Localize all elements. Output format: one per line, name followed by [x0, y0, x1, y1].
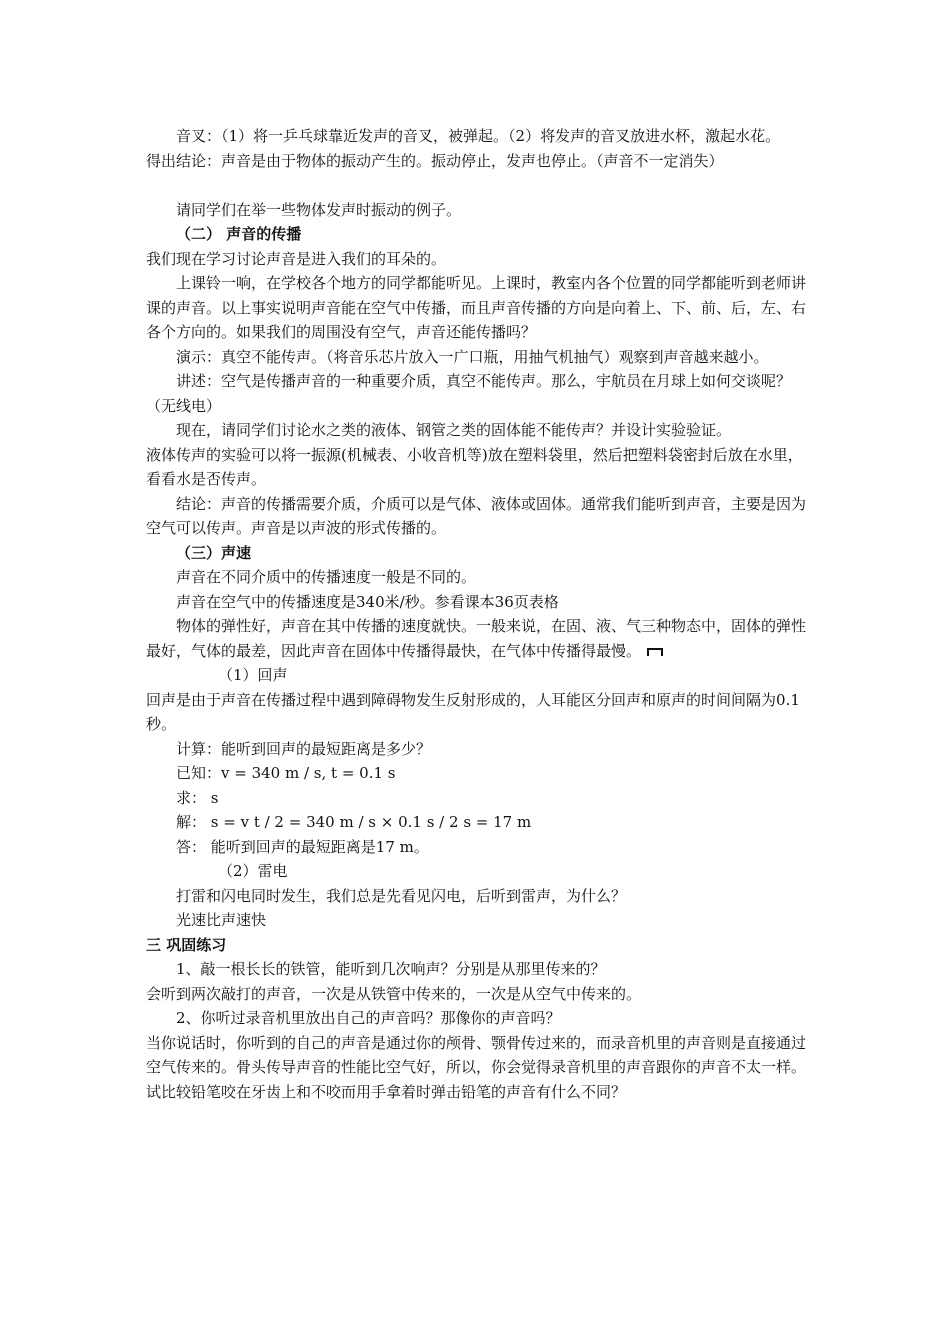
paragraph-known: 已知：v = 340 m / s, t = 0.1 s [176, 764, 396, 782]
paragraph-examples: 请同学们在举一些物体发声时振动的例子。 [176, 200, 462, 219]
paragraph-speed-air: 声音在空气中的传播速度是340米/秒。参看课本36页表格 [176, 592, 559, 611]
paragraph-q1: 1、敲一根长长的铁管，能听到几次响声？分别是从那里传来的？ [176, 960, 606, 978]
paragraph-lecture-air: 讲述：空气是传播声音的一种重要介质，真空不能传声。那么，宇航员在月球上如何交谈呢？（无线电） [146, 372, 792, 415]
paragraph-thunder-question: 打雷和闪电同时发生，我们总是先看见闪电，后听到雷声，为什么？ [176, 886, 627, 905]
paragraph-calc: 计算：能听到回声的最短距离是多少？ [176, 739, 432, 758]
heading-sound-speed: （三）声速 [176, 543, 252, 562]
subheading-thunder: （2）雷电 [218, 862, 288, 880]
paragraph-q2: 2、你听过录音机里放出自己的声音吗？那像你的声音吗？ [176, 1009, 561, 1027]
paragraph-propagation-conclusion: 结论：声音的传播需要介质，介质可以是气体、液体或固体。通常我们能听到声音，主要是因为空气可以传声。声音是以声波的形式传播的。 [146, 494, 807, 537]
paragraph-answer: 答： 能听到回声的最短距离是17 m。 [176, 837, 429, 856]
document-body [146, 124, 806, 1104]
paragraph-a2: 当你说话时，你听到的自己的声音是通过你的颅骨、颚骨传过来的，而录音机里的声音则是直接通过空气传来的。骨头传导声音的性能比空气好，所以，你会觉得录音机里的声音跟你的声音不太一样。试比较铅笔咬在牙齿上和不咬而用手拿着时弹击铅笔的声音有什么不同？ [146, 1033, 807, 1101]
paragraph-find: 求： s [176, 788, 219, 807]
heading-practice: 三 巩固练习 [146, 935, 227, 954]
paragraph-intro: 我们现在学习讨论声音是进入我们的耳朵的。 [146, 249, 447, 268]
paragraph-bell: 上课铃一响，在学校各个地方的同学都能听见。上课时，教室内各个位置的同学都能听到老师讲课的声音。以上事实说明声音能在空气中传播，而且声音传播的方向是向着上、下、前、后，左、右各个方向的。如果我们的周围没有空气，声音还能传播吗？ [146, 274, 807, 341]
paragraph-conclusion: 得出结论：声音是由于物体的振动产生的。振动停止，发声也停止。（声音不一定消失） [146, 151, 724, 170]
paragraph-tuning-fork: 音叉：（1）将一乒乓球靠近发声的音叉，被弹起。（2）将发声的音叉放进水杯，激起水花。 [176, 127, 781, 145]
paragraph-discussion: 现在，请同学们讨论水之类的液体、钢管之类的固体能不能传声？并设计实验验证。 [176, 421, 732, 439]
paragraph-liquid-experiment: 液体传声的实验可以将一振源(机械表、小收音机等)放在塑料袋里，然后把塑料袋密封后放在水里，看看水是否传声。 [146, 445, 803, 488]
bracket-mark-icon [647, 648, 663, 656]
paragraph-elasticity [146, 614, 806, 663]
subheading-echo: （1）回声 [218, 666, 288, 684]
paragraph-solve: 解： s = v t / 2 = 340 m / s × 0.1 s / 2 s = 17 m [176, 813, 532, 831]
paragraph-demo-vacuum: 演示：真空不能传声。（将音乐芯片放入一广口瓶，用抽气机抽气）观察到声音越来越小。 [176, 347, 769, 366]
paragraph-echo: 回声是由于声音在传播过程中遇到障碍物发生反射形成的，人耳能区分回声和原声的时间间隔为0.1秒。 [146, 690, 800, 733]
elasticity-text: 物体的弹性好，声音在其中传播的速度就快。一般来说，在固、液、气三种物态中，固体的弹性最好，气体的最差，因此声音在固体中传播得最快，在气体中传播得最慢。 [146, 617, 807, 660]
paragraph-speed-media: 声音在不同介质中的传播速度一般是不同的。 [176, 568, 477, 586]
paragraph-thunder-answer: 光速比声速快 [176, 911, 267, 929]
paragraph-a1: 会听到两次敲打的声音，一次是从铁管中传来的，一次是从空气中传来的。 [146, 984, 642, 1003]
spacer [146, 173, 806, 198]
heading-sound-propagation: （二） 声音的传播 [176, 225, 302, 243]
